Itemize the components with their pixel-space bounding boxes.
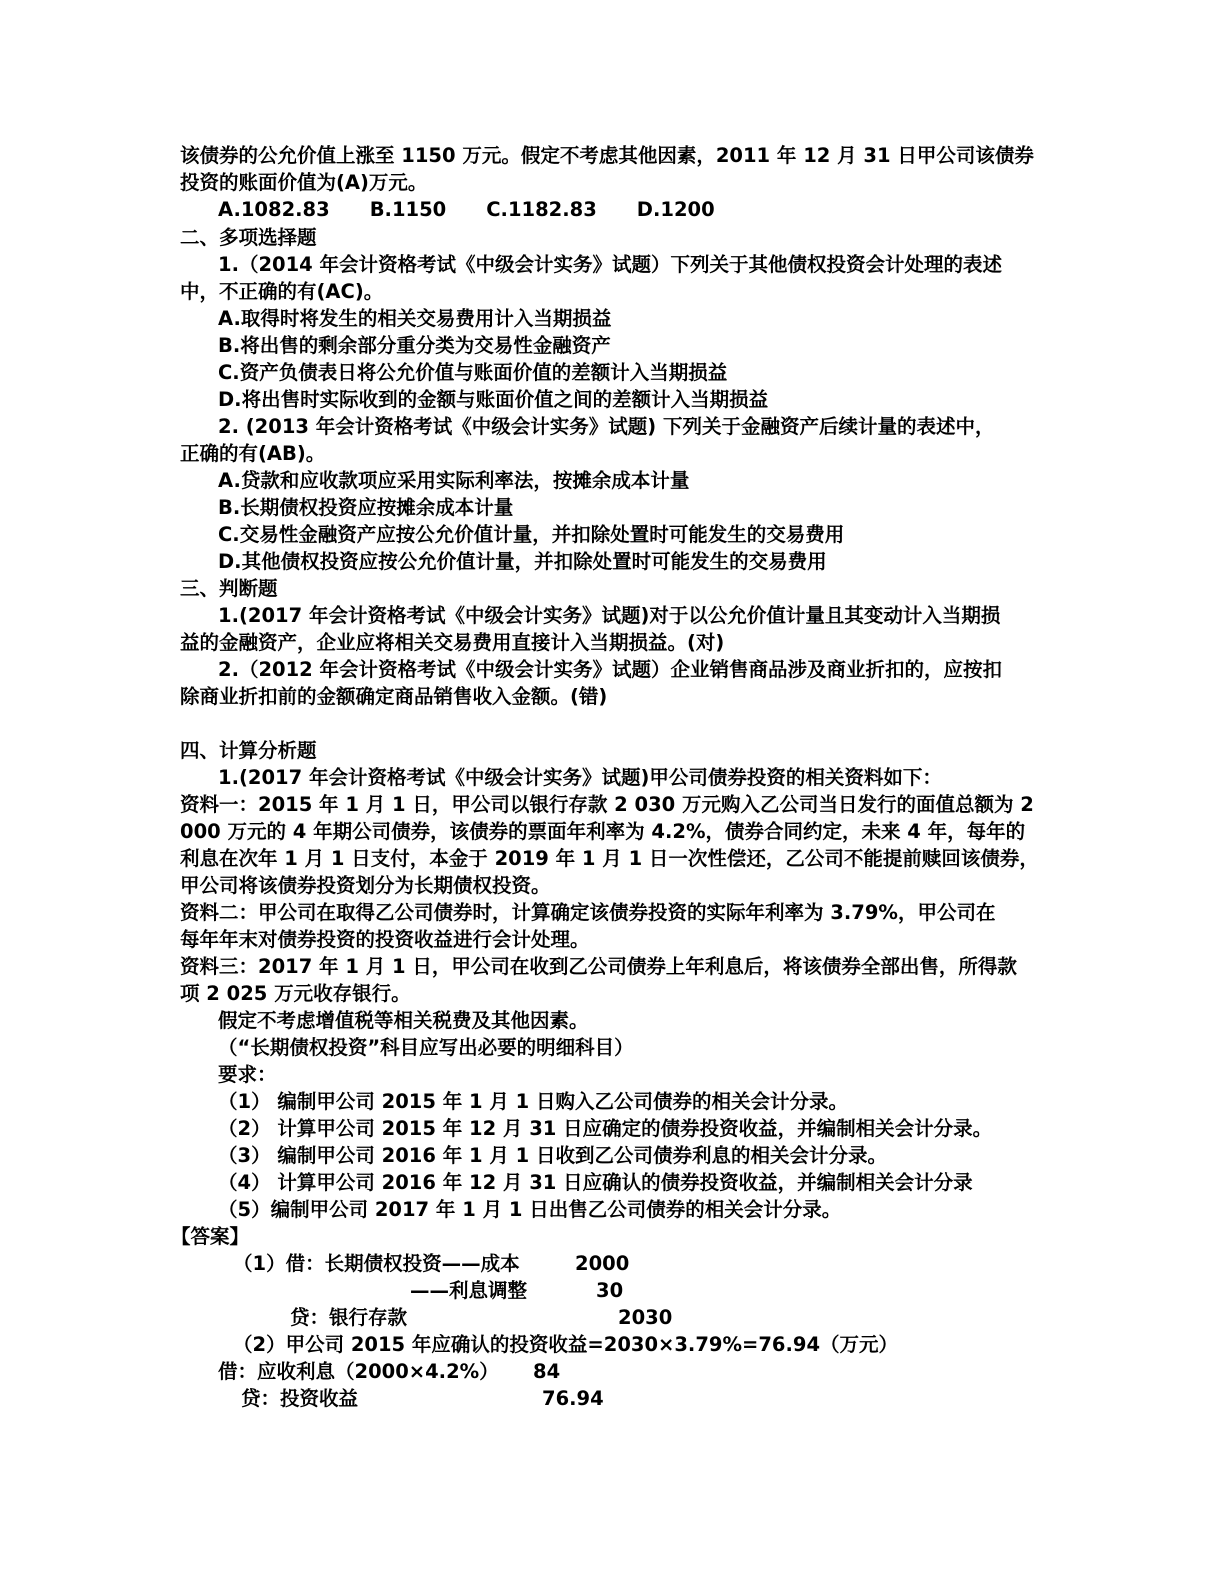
journal-amount: 2030 [618, 1306, 673, 1329]
requirement-heading: 要求： [218, 1063, 277, 1086]
journal-amount: 2000 [575, 1252, 630, 1275]
text-line: 该债券的公允价值上涨至 1150 万元。假定不考虑其他因素，2011 年 12 月 31 日甲公司该债券 [180, 144, 1034, 167]
question-text: 益的金融资产，企业应将相关交易费用直接计入当期损益。(对) [180, 631, 725, 654]
option-text: A.贷款和应收款项应采用实际利率法，按摊余成本计量 [218, 469, 690, 492]
material-text: 利息在次年 1 月 1 日支付，本金于 2019 年 1 月 1 日一次性偿还，乙公司不能提前赎回该债券， [180, 847, 1039, 870]
option-text: D.其他债权投资应按公允价值计量，并扣除处置时可能发生的交易费用 [218, 550, 827, 573]
question-text: 1.（2014 年会计资格考试《中级会计实务》试题）下列关于其他债权投资会计处理的表述 [218, 253, 1003, 276]
requirement-item: （5）编制甲公司 2017 年 1 月 1 日出售乙公司债券的相关会计分录。 [218, 1198, 842, 1221]
option-text: D.将出售时实际收到的金额与账面价值之间的差额计入当期损益 [218, 388, 769, 411]
text-line: 投资的账面价值为(A)万元。 [180, 171, 428, 194]
section-heading: 三、判断题 [180, 577, 278, 600]
option-text: B.将出售的剩余部分重分类为交易性金融资产 [218, 334, 611, 357]
option-text: B.长期债权投资应按摊余成本计量 [218, 496, 514, 519]
question-text: 正确的有(AB)。 [180, 442, 326, 465]
option-b: B.1150 [369, 198, 447, 221]
journal-debit-line: ——利息调整 [410, 1279, 528, 1302]
question-text: 中，不正确的有(AC)。 [180, 280, 384, 303]
journal-amount: 76.94 [542, 1387, 604, 1410]
material-text: 资料二：甲公司在取得乙公司债券时，计算确定该债券投资的实际年利率为 3.79%，甲公司在 [180, 901, 996, 924]
material-text: 每年年末对债券投资的投资收益进行会计处理。 [180, 928, 590, 951]
journal-amount: 84 [533, 1360, 561, 1383]
material-text: 项 2 025 万元收存银行。 [180, 982, 411, 1005]
options-row [218, 196, 755, 223]
section-heading: 二、多项选择题 [180, 226, 317, 249]
question-text: 除商业折扣前的金额确定商品销售收入金额。(错) [180, 685, 608, 708]
journal-debit-line: （1）借：长期债权投资——成本 [233, 1252, 520, 1275]
requirement-item: （2） 计算甲公司 2015 年 12 月 31 日应确定的债券投资收益，并编制相关会计分录。 [218, 1117, 993, 1140]
journal-debit-line: 借：应收利息（2000×4.2%） [218, 1360, 499, 1383]
option-c: C.1182.83 [486, 198, 597, 221]
material-text: 000 万元的 4 年期公司债券，该债券的票面年利率为 4.2%，债券合同约定，未来 4 年，每年的 [180, 820, 1026, 843]
journal-credit-line: 贷：银行存款 [290, 1306, 408, 1329]
option-a: A.1082.83 [218, 198, 330, 221]
answer-heading: 【答案】 [171, 1225, 250, 1248]
answer-text: （2）甲公司 2015 年应确认的投资收益=2030×3.79%=76.94（万元） [233, 1333, 899, 1356]
option-text: C.交易性金融资产应按公允价值计量，并扣除处置时可能发生的交易费用 [218, 523, 845, 546]
journal-amount: 30 [596, 1279, 624, 1302]
option-text: A.取得时将发生的相关交易费用计入当期损益 [218, 307, 612, 330]
note-text: 假定不考虑增值税等相关税费及其他因素。 [218, 1009, 589, 1032]
question-text: 2.（2012 年会计资格考试《中级会计实务》试题）企业销售商品涉及商业折扣的，应按扣 [218, 658, 1003, 681]
journal-credit-line: 贷：投资收益 [241, 1387, 359, 1410]
requirement-item: （3） 编制甲公司 2016 年 1 月 1 日收到乙公司债券利息的相关会计分录。 [218, 1144, 887, 1167]
material-text: 资料一：2015 年 1 月 1 日，甲公司以银行存款 2 030 万元购入乙公司当日发行的面值总额为 2 [180, 793, 1034, 816]
note-text: （“长期债权投资”科目应写出必要的明细科目） [218, 1036, 634, 1059]
question-text: 2. (2013 年会计资格考试《中级会计实务》试题) 下列关于金融资产后续计量的表述中， [218, 415, 995, 438]
material-text: 甲公司将该债券投资划分为长期债权投资。 [180, 874, 551, 897]
section-heading: 四、计算分析题 [180, 739, 317, 762]
question-text: 1.(2017 年会计资格考试《中级会计实务》试题)甲公司债券投资的相关资料如下： [218, 766, 942, 789]
option-d: D.1200 [636, 198, 715, 221]
option-text: C.资产负债表日将公允价值与账面价值的差额计入当期损益 [218, 361, 728, 384]
requirement-item: （1） 编制甲公司 2015 年 1 月 1 日购入乙公司债券的相关会计分录。 [218, 1090, 848, 1113]
requirement-item: （4） 计算甲公司 2016 年 12 月 31 日应确认的债券投资收益，并编制相关会计分录 [218, 1171, 973, 1194]
question-text: 1.(2017 年会计资格考试《中级会计实务》试题)对于以公允价值计量且其变动计入当期损 [218, 604, 1001, 627]
material-text: 资料三：2017 年 1 月 1 日，甲公司在收到乙公司债券上年利息后，将该债券全部出售，所得款 [180, 955, 1017, 978]
